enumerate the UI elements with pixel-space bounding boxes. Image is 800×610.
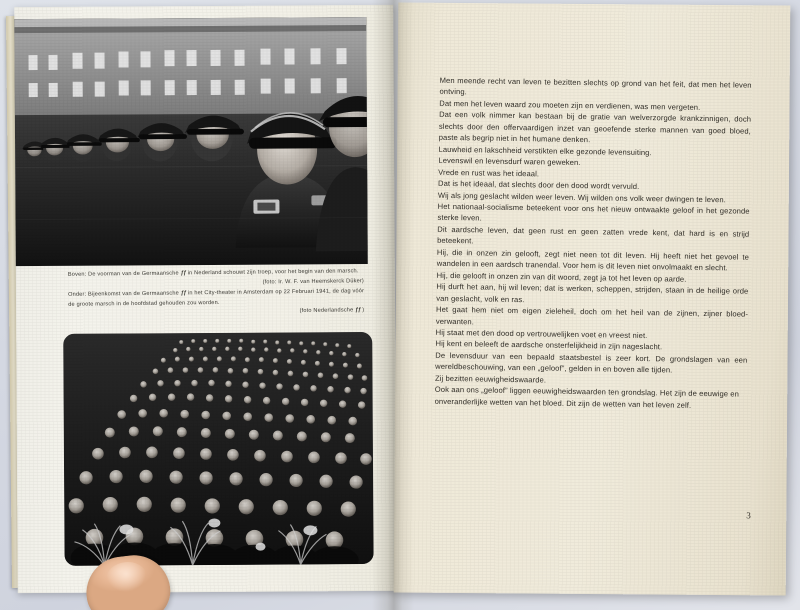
caption-credit-bottom-text: (foto Nederlandsche	[299, 307, 354, 315]
photograph-top	[14, 17, 368, 266]
paragraph: Dit aardsche leven, dat geen rust en geen zatten vrede kent, dat hard is en strijd beteekent.	[437, 224, 750, 246]
caption-top-text-cont: in Nederland schouwt zijn troep, voor het begin van den marsch.	[187, 268, 359, 277]
paragraph: Het nationaal-socialisme beteekent voor ons het nieuw ontwaakte geloof in het gezonde sterke leven.	[437, 201, 750, 223]
right-page	[394, 2, 791, 595]
page-number: 3	[746, 510, 751, 521]
caption-line-top	[68, 267, 364, 290]
caption-line-bottom	[68, 287, 364, 319]
left-page	[14, 5, 397, 593]
body-text	[435, 75, 752, 412]
caption-credit-top: (foto: Ir. W. F. van Heemskerck Düker)	[262, 277, 365, 286]
paragraph: Hij kent en beleeft de aardsche onsterfelijkheid in zijn nageslacht.	[435, 339, 663, 352]
paragraph: Levenswil en levensdurf waren geweken.	[438, 155, 581, 168]
photo-caption	[68, 267, 365, 321]
caption-bottom-text-cont: in het City-theater in Amsterdam op 22 Februari 1941, de dag vóór de groote marsch in de hoofdstad gehouden zou worden.	[68, 288, 365, 308]
paragraph: Vrede en rust was het ideaal.	[438, 167, 540, 178]
paragraph: De levensduur van een bepaald staatsbestel is zeer kort. De grondslagen van een wereldbeschouwing, van een „geloof”, gelden in en boven alle tijden.	[435, 350, 748, 375]
paragraph: Lauwheid en lakschheid verstikten elke gezonde levensuiting.	[438, 144, 652, 157]
paragraph: Ook aan ons „geloof” liggen eeuwigheidswaarden ten grondslag. Het zijn de eeuwige en onveranderlijke wetten van het bloed. Dit zijn de wetten van het leven zelf.	[434, 384, 740, 410]
paragraph: Men meende recht van leven te bezitten slechts op grond van het feit, dat men het leven ontving.	[439, 75, 752, 97]
paragraph: Hij, die in onzen zin gelooft, zegt niet neen tot dit leven. Hij heeft niet het gevoel te wandelen in een aardsch tranendal. Voor hem is dit leven niet onvolmaakt en slecht.	[436, 247, 750, 273]
paragraph: Dat men het leven waard zou moeten zijn en verdienen, was men vergeten.	[439, 98, 701, 112]
paragraph: Hij durft het aan, hij wil leven; dat is werken, scheppen, strijden, staan in de heilige orde van geslacht, volk en ras.	[436, 281, 749, 304]
caption-top-text: Boven: De voorman van de Germaansche	[67, 270, 179, 278]
runic-ss-icon: ƒƒ	[355, 307, 361, 314]
caption-credit-bottom-close: )	[362, 307, 365, 314]
paragraph: Hij, die gelooft in onzen zin van dit woord, zegt ja tot het leven op aarde.	[436, 270, 687, 284]
runic-ss-icon: ƒƒ	[180, 270, 187, 277]
paragraph: Dat is het ideaal, dat slechts door den dood wordt vervuld.	[437, 178, 640, 192]
paragraph: Zij bezitten eeuwigheidswaarde.	[434, 373, 547, 385]
caption-credit-bottom	[68, 307, 364, 320]
paragraph: Het gaat hem niet om eigen zieleheil, doch om het heil van de zijnen, zijner bloed-verwanten.	[435, 304, 749, 326]
photograph-bottom	[63, 332, 373, 566]
caption-bottom-text: Onder: Bijeenkomst van de Germaansche	[68, 290, 179, 299]
paragraph: Hij staat met den dood op vertrouwelijken voet en vreest niet.	[435, 327, 648, 341]
paragraph: Dat een volk nimmer kan bestaan bij de gratie van welverzorgde krankzinnigen, doch slechts door den offervaardigen inzet van geoefende sterke mannen van goed bloed, paste als begrip niet in het humane denken.	[438, 110, 752, 145]
paragraph: Wij als jong geslacht wilden weer leven. Wij wilden ons volk weer dwingen te leven.	[437, 190, 726, 204]
runic-ss-icon: ƒƒ	[180, 290, 187, 297]
